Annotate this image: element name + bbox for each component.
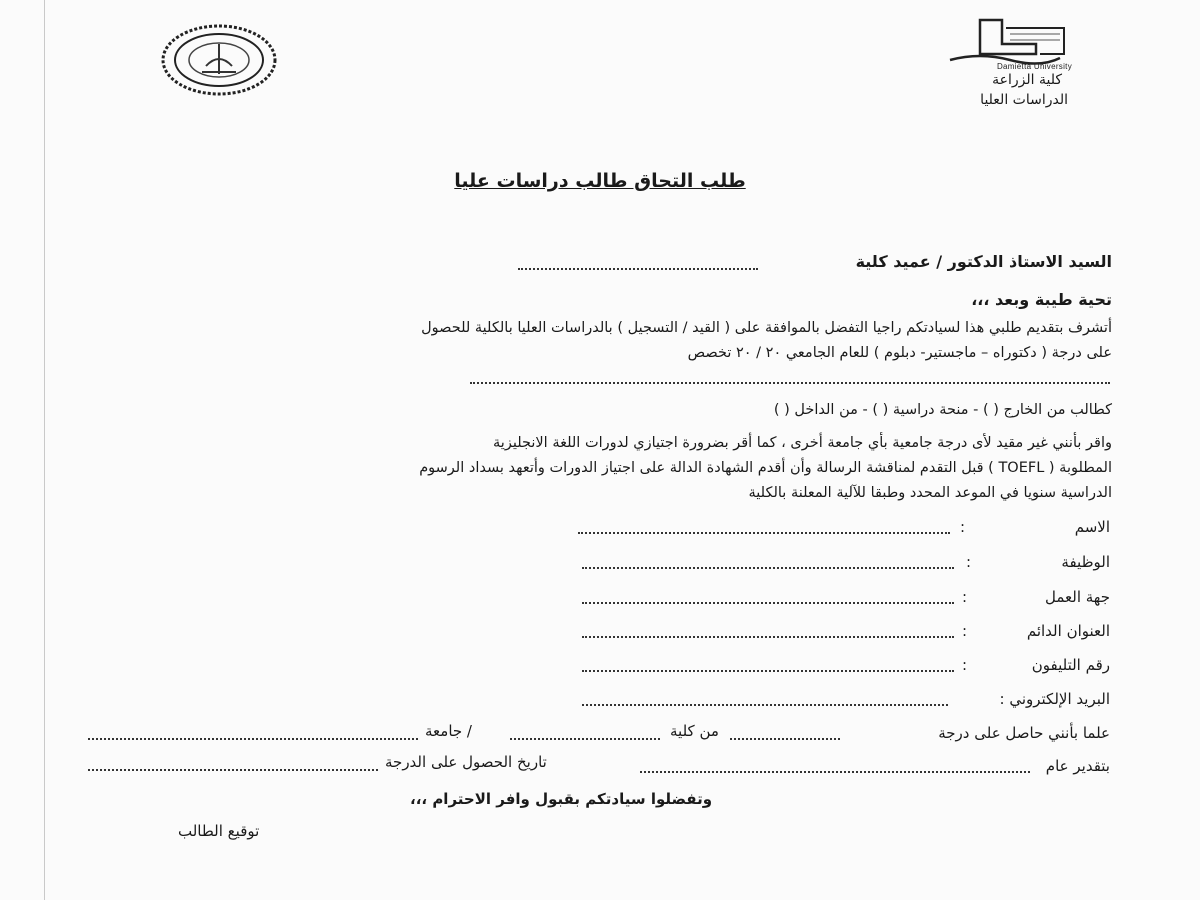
address-label: العنوان الدائم [1026,622,1110,640]
degree-date-label: تاريخ الحصول على الدرجة [385,753,547,771]
address-field[interactable] [582,636,954,638]
dean-faculty-blank[interactable] [518,268,758,270]
job-colon: : [966,553,972,571]
workplace-field[interactable] [582,602,954,604]
address-colon: : [962,622,968,640]
closing-line: وتفضلوا سيادتكم بقبول وافر الاحترام ،،، [410,790,713,808]
degree-university-field[interactable] [88,738,418,740]
paragraph2-line1: واقر بأنني غير مقيد لأى درجة جامعية بأي جامعة أخرى ، كما أقر بضرورة اجتيازي لدورات اللغة الانجليزية [493,435,1112,451]
department-name: الدراسات العليا [980,92,1068,108]
phone-field[interactable] [582,670,954,672]
paragraph1-line1: أتشرف بتقديم طلبي هذا لسيادتكم راجيا التفضل بالموافقة على ( القيد / التسجيل ) بالدراسات العليا بالكلية للحصول [421,320,1112,336]
student-type-line: كطالب من الخارج ( ) - منحة دراسية ( ) - من الداخل ( ) [773,402,1112,418]
student-signature-label: توقيع الطالب [178,822,260,840]
email-label: البريد الإلكتروني : [999,690,1110,708]
faculty-name: كلية الزراعة [992,72,1062,88]
paragraph1-line2: على درجة ( دكتوراه – ماجستير- دبلوم ) للعام الجامعي ٢٠ / ٢٠ تخصص [687,345,1112,361]
degree-faculty-field[interactable] [510,738,660,740]
salutation-line: السيد الاستاذ الدكتور / عميد كلية [855,252,1112,271]
phone-colon: : [962,656,968,674]
workplace-label: جهة العمل [1044,588,1110,606]
specialization-blank[interactable] [470,382,1110,384]
name-colon: : [960,518,966,536]
degree-field[interactable] [730,738,840,740]
degree-held-label: علما بأنني حاصل على درجة [938,724,1110,742]
page-edge-line [44,0,45,900]
university-seal-icon [158,22,280,98]
university-name-en: Damietta University [996,62,1072,71]
greeting-line: تحية طيبة وبعد ،،، [971,290,1112,309]
phone-label: رقم التليفون [1031,656,1110,674]
name-field[interactable] [578,532,950,534]
job-field[interactable] [582,567,954,569]
grade-field[interactable] [640,771,1030,773]
name-label: الاسم [1074,518,1110,536]
from-faculty-label: من كلية [670,722,719,740]
overall-grade-label: بتقدير عام [1045,757,1110,775]
paragraph2-line3: الدراسية سنويا في الموعد المحدد وطبقا للآلية المعلنة بالكلية [748,485,1112,501]
degree-date-field[interactable] [88,769,378,771]
workplace-colon: : [962,588,968,606]
email-field[interactable] [582,704,948,706]
form-title: طلب التحاق طالب دراسات عليا [454,170,746,192]
job-label: الوظيفة [1061,553,1110,571]
paragraph2-line2: المطلوبة ( TOEFL ) قبل التقدم لمناقشة الرسالة وأن أقدم الشهادة الدالة على اجتياز الدورات وأتعهد بسداد الرسوم [419,460,1112,476]
university-label: / جامعة [425,722,472,740]
